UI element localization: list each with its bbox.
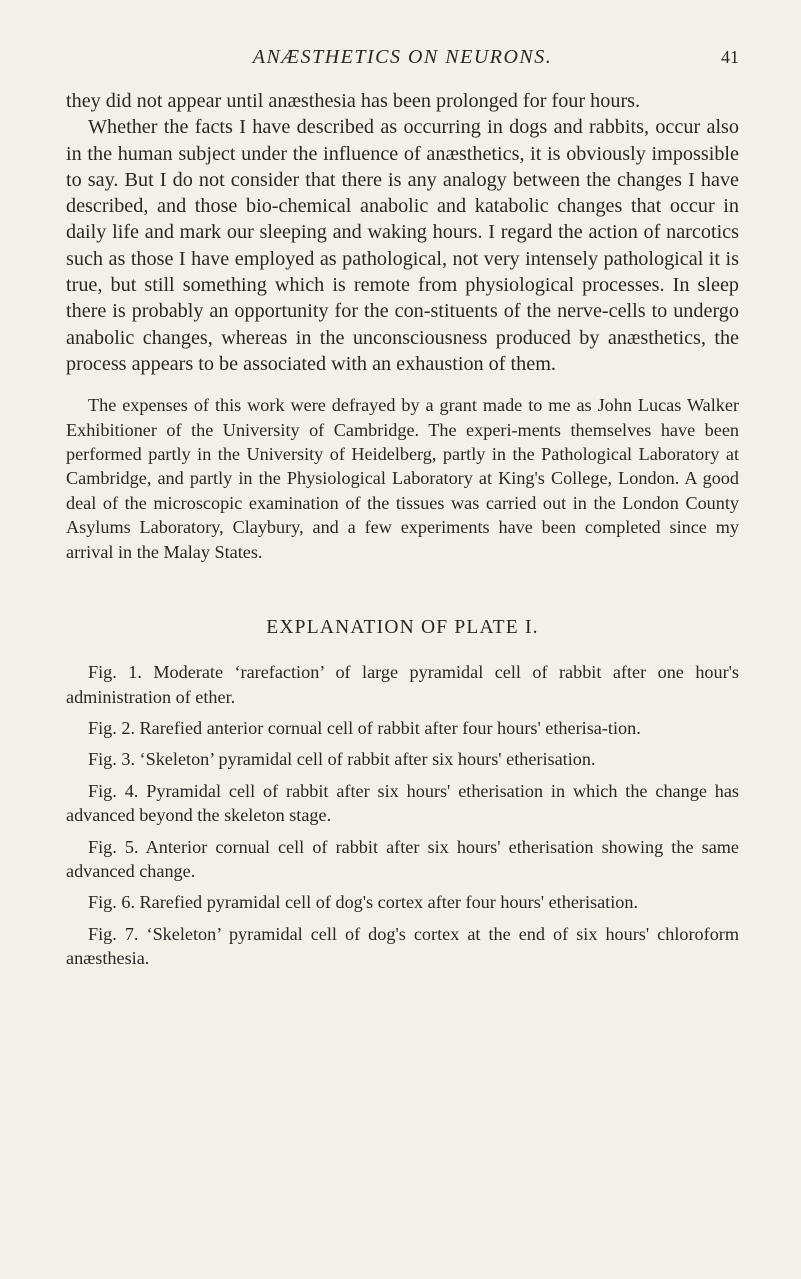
figure-text-2: Rarefied anterior cornual cell of rabbit after four hours' etherisa-tion.	[139, 717, 641, 738]
figure-caption-3	[66, 747, 739, 771]
section-title: EXPLANATION OF PLATE I.	[266, 617, 539, 639]
body-paragraph-2: Whether the facts I have described as occurring in dogs and rabbits, occur also in the human subject under the influence of anæsthetics, it is obviously impossible to say. But I do not consider that there is any analogy between the changes I have described, and those bio-chemical anabolic and katabolic changes that occur in daily life and mark our sleeping and waking hours. I regard the action of narcotics such as those I have employed as pathological, not very intensely pathological it is true, but still something which is remote from physiological processes. In sleep there is probably an opportunity for the con-stituents of the nerve-cells to undergo anabolic changes, whereas in the unconsciousness produced by anæsthetics, the process appears to be associated with an exhaustion of them.	[66, 116, 739, 375]
running-head	[66, 40, 739, 74]
page-title: ANÆSTHETICS ON NEURONS.	[252, 46, 553, 68]
figure-caption-5	[66, 835, 739, 884]
figure-label-3: Fig. 3.	[88, 749, 135, 770]
figure-text-3: ‘Skeleton’ pyramidal cell of rabbit after six hours' etherisation.	[139, 749, 596, 770]
figure-text-5: Anterior cornual cell of rabbit after six hours' etherisation showing the same advanced change.	[66, 836, 739, 881]
figure-text-6: Rarefied pyramidal cell of dog's cortex after four hours' etherisation.	[139, 892, 638, 913]
acknowledgment-section	[66, 393, 739, 564]
figure-caption-2	[66, 716, 739, 740]
plate-explanation-list	[66, 660, 739, 970]
figure-caption-6	[66, 890, 739, 914]
figure-label-6: Fig. 6.	[88, 892, 135, 913]
body-paragraph-1: they did not appear until anæsthesia has been prolonged for four hours.	[66, 90, 641, 112]
figure-caption-1	[66, 660, 739, 709]
acknowledgment-paragraph: The expenses of this work were defrayed by a grant made to me as John Lucas Walker Exhibitioner of the University of Cambridge. The experi-ments themselves have been performed partly in the University of Heidelberg, partly in the Pathological Laboratory at Cambridge, and partly in the Physiological Laboratory at King's College, London. A good deal of the microscopic examination of the tissues was carried out in the London County Asylums Laboratory, Claybury, and a few experiments have been completed since my arrival in the Malay States.	[66, 395, 739, 562]
figure-text-4: Pyramidal cell of rabbit after six hours' etherisation in which the change has advanced beyond the skeleton stage.	[66, 780, 740, 826]
figure-label-2: Fig. 2.	[88, 717, 135, 738]
figure-caption-7	[66, 922, 739, 971]
page-number: 41	[721, 47, 739, 67]
main-body-text	[66, 88, 739, 377]
figure-text-1: Moderate ‘rarefaction’ of large pyramidal cell of rabbit after one hour's administration of ether.	[66, 662, 740, 707]
figure-label-1: Fig. 1.	[88, 662, 142, 683]
figure-caption-4	[66, 779, 739, 828]
figure-label-5: Fig. 5.	[88, 836, 139, 857]
figure-text-7: ‘Skeleton’ pyramidal cell of dog's cortex at the end of six hours' chloroform anæsthesia.	[66, 923, 739, 969]
figure-label-7: Fig. 7.	[88, 923, 139, 944]
figure-label-4: Fig. 4.	[88, 780, 139, 801]
